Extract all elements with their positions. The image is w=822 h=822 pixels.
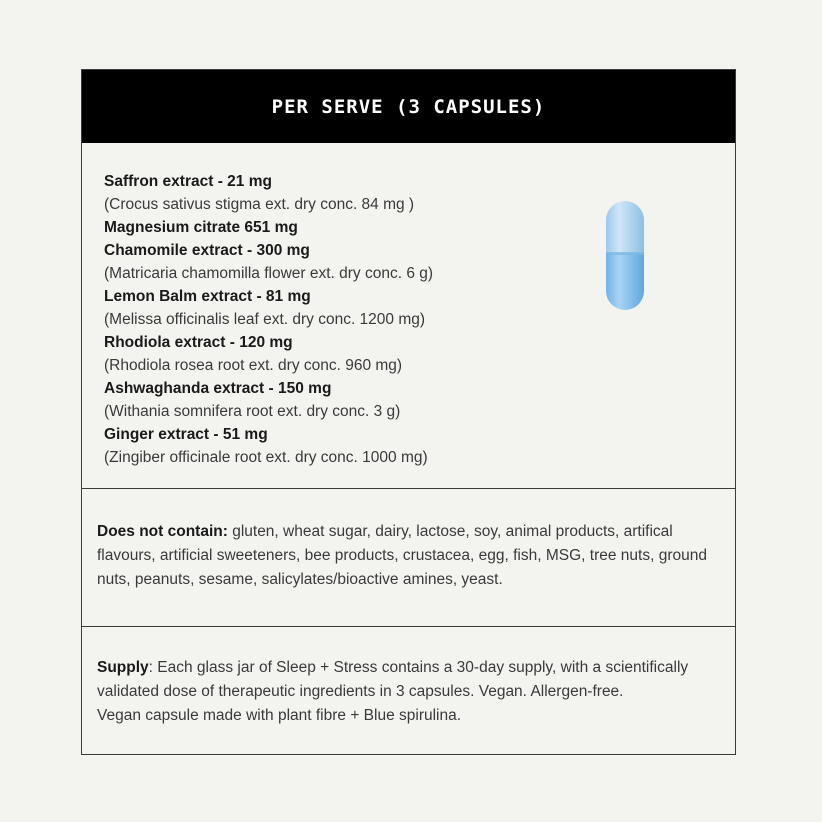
ingredient-name: Lemon Balm extract - 81 mg [104,288,311,305]
ingredient-name: Ginger extract - 51 mg [104,426,268,443]
ingredient-name: Chamomile extract - 300 mg [104,242,310,259]
supply-label: Supply [97,659,149,676]
does-not-contain-section [82,489,735,627]
ingredient-item [104,377,735,423]
ingredient-detail: (Withania somnifera root ext. dry conc. 3 g) [104,403,401,420]
ingredient-detail: (Zingiber officinale root ext. dry conc. 1000 mg) [104,449,428,466]
header-title: PER SERVE (3 CAPSULES) [271,95,546,118]
ingredient-name: Magnesium citrate 651 mg [104,219,298,236]
ingredient-detail: (Matricaria chamomilla flower ext. dry conc. 6 g) [104,265,434,282]
ingredient-name: Saffron extract - 21 mg [104,173,272,190]
ingredient-detail: (Melissa officinalis leaf ext. dry conc. 1200 mg) [104,311,426,328]
ingredient-detail: (Crocus sativus stigma ext. dry conc. 84 mg ) [104,196,415,213]
ingredient-item [104,331,735,377]
ingredient-name: Ashwaghanda extract - 150 mg [104,380,332,397]
supply-text: : Each glass jar of Sleep + Stress contains a 30-day supply, with a scientifically validated dose of therapeutic ingredients in 3 capsules. Vegan. Allergen-free. [97,659,689,700]
does-not-contain-label: Does not contain: [97,523,228,540]
supply-capsule-text: Vegan capsule made with plant fibre + Blue spirulina. [97,707,462,724]
ingredient-item [104,423,735,469]
capsule-icon [604,199,646,311]
supplement-facts-panel [81,69,736,755]
does-not-contain-text: gluten, wheat sugar, dairy, lactose, soy, animal products, artifical flavours, artificial sweeteners, bee products, crustacea, egg, fish, MSG, tree nuts, ground nuts, peanuts, sesame, salicylates/bioactive amines, yeast. [97,523,707,588]
ingredient-detail: (Rhodiola rosea root ext. dry conc. 960 mg) [104,357,403,374]
ingredients-section [82,143,735,489]
supply-section [82,627,735,755]
ingredient-name: Rhodiola extract - 120 mg [104,334,293,351]
panel-header [82,70,735,143]
